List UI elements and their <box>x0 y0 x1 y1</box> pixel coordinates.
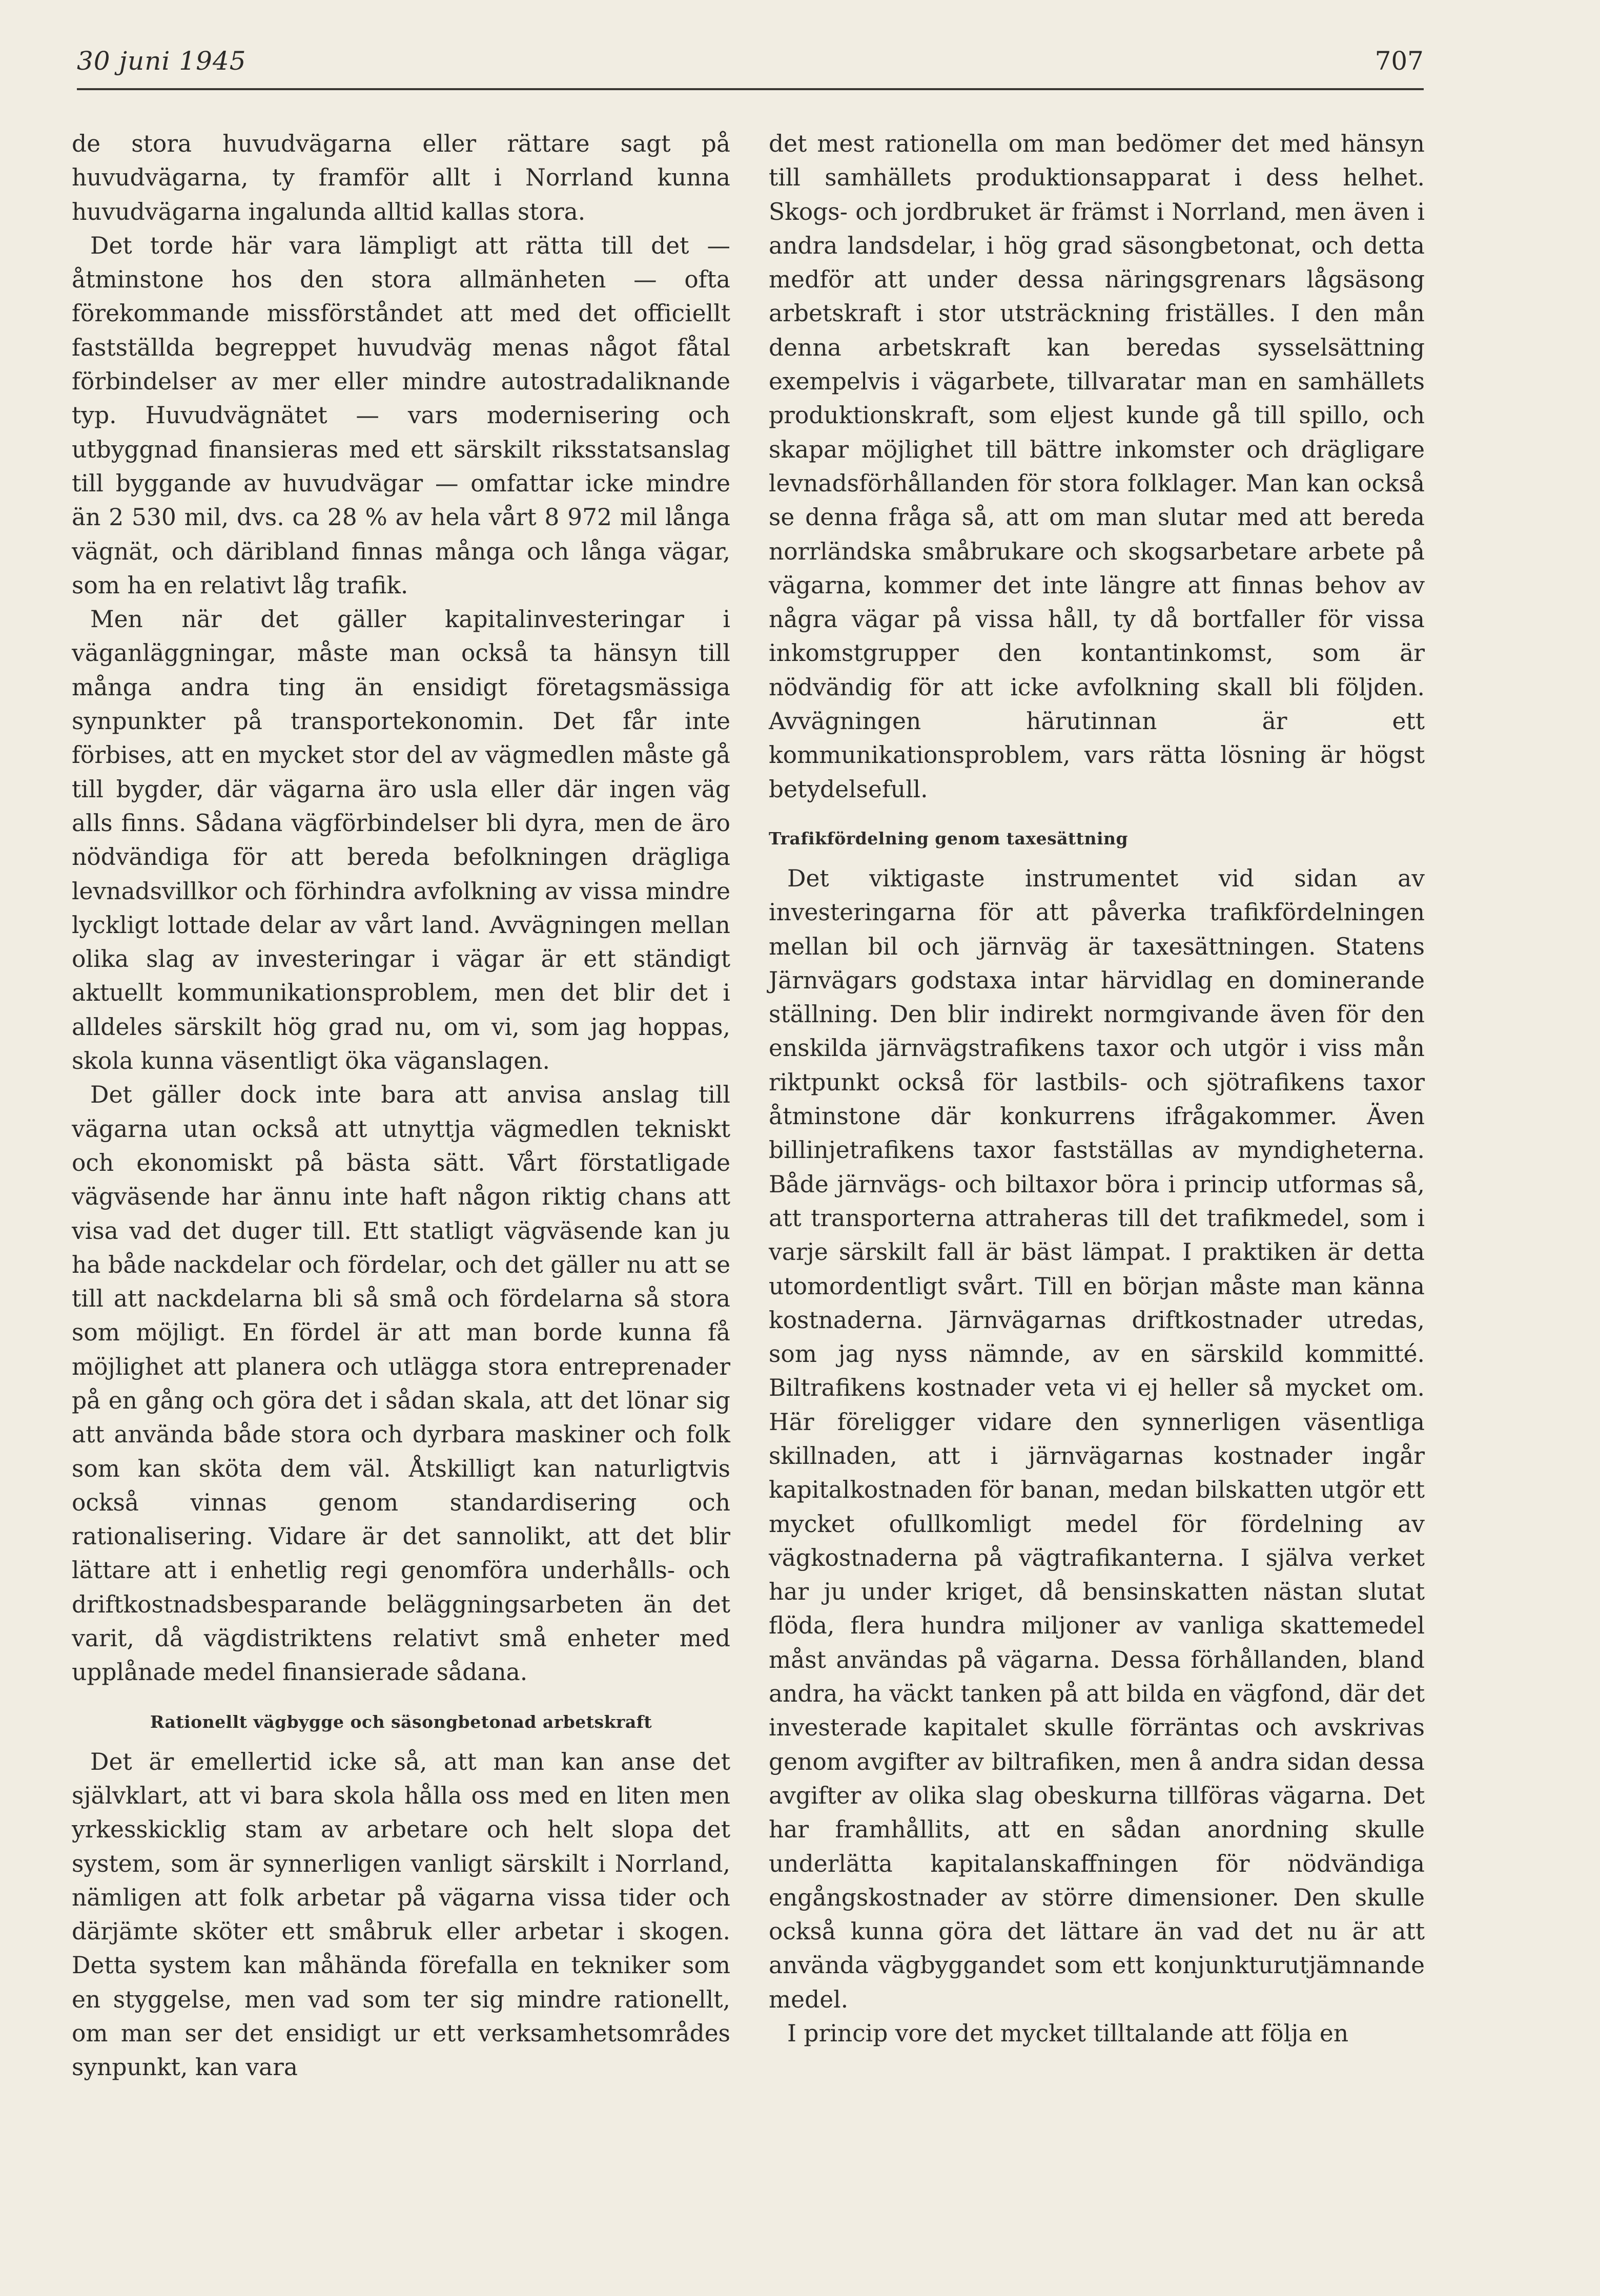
paragraph: Det är emellertid icke så, att man kan anse det självklart, att vi bara skola hålla oss med en liten men yrkesskicklig stam av arbetare och helt slopa det system, som är synnerligen vanligt särskilt i Norrland, nämligen att folk arbetar på vägarna vissa tider och därjämte sköter ett småbruk eller arbetar i skogen. Detta system kan måhända förefalla en tekniker som en styggelse, men vad som ter sig mindre rationellt, om man ser det ensidigt ur ett verksamhetsområdes synpunkt, kan vara <box>72 1748 730 2081</box>
left-column <box>72 127 730 2085</box>
page-number: 707 <box>1375 46 1424 76</box>
page-header <box>77 41 1424 90</box>
paragraph: I princip vore det mycket tilltalande att följa en <box>787 2020 1349 2047</box>
paragraph: Det torde här vara lämpligt att rätta till det — åtminstone hos den stora allmänheten — ofta förekommande missförståndet att med det officiellt fastställda begreppet huvudväg menas något fåtal förbindelser av mer eller mindre autostradaliknande typ. Huvudvägnätet — vars modernisering och utbyggnad finansieras med ett särskilt riksstatsanslag till byggande av huvudvägar — omfattar icke mindre än 2 530 mil, dvs. ca 28 % av hela vårt 8 972 mil långa vägnät, och däribland finnas många och långa vägar, som ha en relativt låg trafik. <box>72 232 730 599</box>
issue-date: 30 juni 1945 <box>77 46 247 76</box>
right-column <box>769 127 1425 2051</box>
section-heading: Rationellt vägbygge och säsongbetonad arbetskraft <box>150 1711 652 1732</box>
paragraph: det mest rationella om man bedömer det med hänsyn till samhällets produktionsapparat i dess helhet. Skogs- och jordbruket är främst i Norrland, men även i andra landsdelar, i hög grad säsongbetonat, och detta medför att under dessa näringsgrenars lågsäsong arbetskraft i stor utsträckning friställes. I den mån denna arbetskraft kan beredas sysselsättning exempelvis i vägarbete, tillvaratar man en samhällets produktionskraft, som eljest kunde gå till spillo, och skapar möjlighet till bättre inkomster och drägligare levnadsförhållanden för stora folklager. Man kan också se denna fråga så, att om man slutar med att bereda norrländska småbrukare och skogsarbetare arbete på vägarna, kommer det inte längre att finnas behov av några vägar på vissa håll, ty då bortfaller för vissa inkomstgrupper den kontantinkomst, som är nödvändig för att icke avfolkning skall bli följden. Avvägningen härutinnan är ett kommunikationsproblem, vars rätta lösning är högst betydelsefull. <box>769 130 1425 803</box>
paragraph: Det viktigaste instrumentet vid sidan av investeringarna för att påverka trafikfördelningen mellan bil och järnväg är taxesättningen. Statens Järnvägars godstaxa intar härvidlag en dominerande ställning. Den blir indirekt normgivande även för den enskilda järnvägstrafikens taxor och utgör i viss mån riktpunkt också för lastbils- och sjötrafikens taxor åtminstone där konkurrens ifrågakommer. Även billinjetrafikens taxor fastställas av myndigheterna. Både järnvägs- och biltaxor böra i princip utformas så, att transporterna attraheras till det trafikmedel, som i varje särskilt fall är bäst lämpat. I praktiken är detta utomordentligt svårt. Till en början måste man känna kostnaderna. Järnvägarnas driftkostnader utredas, som jag nyss nämnde, av en särskild kommitté. Biltrafikens kostnader veta vi ej heller så mycket om. Här föreligger vidare den synnerligen väsentliga skillnaden, att i järnvägarnas kostnader ingår kapitalkostnaden för banan, medan bilskatten utgör ett mycket ofullkomligt medel för fördelning av vägkostnaderna på vägtrafikanterna. I själva verket har ju under kriget, då bensinskatten nästan slutat flöda, flera hundra miljoner av vanliga skattemedel måst användas på vägarna. Dessa förhållanden, bland andra, ha väckt tanken på att bilda en vägfond, där det investerade kapitalet skulle förräntas och avskrivas genom avgifter av biltrafiken, men å andra sidan dessa avgifter av olika slag obeskurna tillföras vägarna. Det har framhållits, att en sådan anordning skulle underlätta kapitalanskaffningen för nödvändiga engångskostnader av större dimensioner. Den skulle också kunna göra det lättare än vad det nu är att använda vägbyggandet som ett konjunkturutjämnande medel. <box>769 864 1425 2013</box>
paragraph: Men när det gäller kapitalinvesteringar i väganläggningar, måste man också ta hänsyn till många andra ting än ensidigt företagsmässiga synpunkter på transportekonomin. Det får inte förbises, att en mycket stor del av vägmedlen måste gå till bygder, där vägarna äro usla eller där ingen väg alls finns. Sådana vägförbindelser bli dyra, men de äro nödvändiga för att bereda befolkningen drägliga levnadsvillkor och förhindra avfolkning av vissa mindre lyckligt lottade delar av vårt land. Avvägningen mellan olika slag av investeringar i vägar är ett ständigt aktuellt kommunikationsproblem, men det blir det i alldeles särskilt hög grad nu, om vi, som jag hoppas, skola kunna väsentligt öka väganslagen. <box>72 606 730 1075</box>
paragraph: Det gäller dock inte bara att anvisa anslag till vägarna utan också att utnyttja vägmedlen tekniskt och ekonomiskt på bästa sätt. Vårt förstatligade vägväsende har ännu inte haft någon riktig chans att visa vad det duger till. Ett statligt vägväsende kan ju ha både nackdelar och fördelar, och det gäller nu att se till att nackdelarna bli så små och fördelarna så stora som möjligt. En fördel är att man borde kunna få möjlighet att planera och utlägga stora entreprenader på en gång och göra det i sådan skala, att det lönar sig att använda både stora och dyrbara maskiner och folk som kan sköta dem väl. Åtskilligt kan naturligtvis också vinnas genom standardisering och rationalisering. Vidare är det sannolikt, att det blir lättare att i enhetlig regi genomföra underhålls- och driftkostnadsbesparande beläggningsarbeten än det varit, då vägdistriktens relativt små enheter med upplånade medel finansierade sådana. <box>72 1081 730 1686</box>
section-heading: Trafikfördelning genom taxesättning <box>769 828 1129 849</box>
paragraph: de stora huvudvägarna eller rättare sagt på huvudvägarna, ty framför allt i Norrland kunna huvudvägarna ingalunda alltid kallas stora. <box>72 130 730 225</box>
